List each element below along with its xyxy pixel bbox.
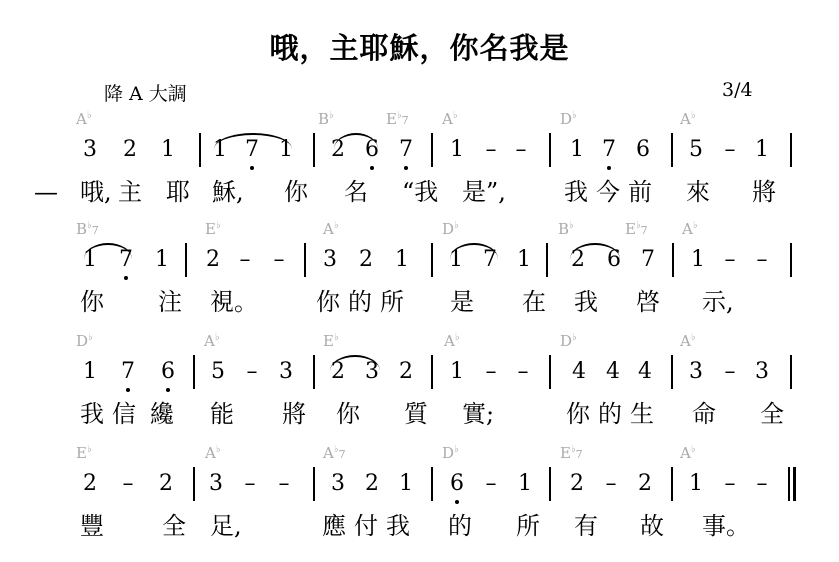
chord-symbol: A♭ (204, 332, 220, 350)
note: – (246, 359, 258, 384)
lyric-syllable: 耶 (166, 178, 190, 206)
chord-symbol: A♭ (680, 332, 696, 350)
bar-line (431, 133, 433, 167)
lyric-syllable: 應 (322, 512, 346, 540)
note: – (485, 359, 497, 384)
note: 1 (83, 247, 97, 272)
chord-symbol: A♭7 (323, 444, 346, 462)
note: – (485, 137, 497, 162)
lyric-syllable: 主 (118, 178, 142, 206)
note: 7 (395, 139, 417, 161)
lyric-syllable: 在 (522, 288, 546, 316)
note: 2 (206, 247, 220, 272)
bar-line (671, 133, 673, 167)
lyric-syllable: 將 (282, 400, 306, 428)
note: 3 (279, 359, 293, 384)
note: – (724, 247, 736, 272)
note: – (515, 137, 527, 162)
bar-line (185, 243, 187, 277)
chord-symbol: B♭7 (76, 220, 99, 238)
lyric-syllable: 我 (80, 400, 104, 428)
bar-line (313, 467, 315, 501)
note: 3 (331, 471, 345, 496)
note: 2 (365, 471, 379, 496)
note: 2 (331, 359, 345, 384)
note: 7 (483, 247, 497, 272)
note: 2 (571, 247, 585, 272)
chord-symbol: D♭ (76, 332, 93, 350)
chord-symbol: E♭7 (625, 220, 648, 238)
note: 1 (279, 137, 293, 162)
note: 2 (638, 471, 652, 496)
note: – (517, 359, 529, 384)
lyric-syllable: 的 (348, 288, 372, 316)
lyric-syllable: 所 (516, 512, 540, 540)
lyric-syllable: 你 (336, 400, 360, 428)
note: 1 (399, 471, 413, 496)
note: 1 (213, 137, 227, 162)
note: – (605, 471, 617, 496)
lyric-syllable: 啓 (636, 288, 660, 316)
lyric-syllable: 豐 (80, 512, 104, 540)
note: – (239, 247, 251, 272)
lyric-syllable: 有 (574, 512, 598, 540)
chord-symbol: A♭ (205, 444, 221, 462)
note: – (724, 359, 736, 384)
lyric-syllable: 將 (752, 178, 776, 206)
key-signature: 降 A 大調 (104, 83, 187, 105)
chord-symbol: A♭ (680, 110, 696, 128)
time-signature: 3/4 (722, 79, 753, 101)
lyric-syllable: 是 (450, 288, 474, 316)
lyric-syllable: 你 (284, 178, 308, 206)
lyric-syllable: 生 (630, 400, 654, 428)
bar-line (671, 467, 673, 501)
lyric-syllable: 纔 (150, 400, 174, 428)
bar-line (313, 133, 315, 167)
bar-line (193, 467, 195, 501)
lyric-syllable: 來 (686, 178, 710, 206)
bar-line (549, 355, 551, 389)
bar-line (790, 133, 792, 167)
chord-symbol: D♭ (442, 444, 459, 462)
note: 1 (570, 137, 584, 162)
note: 1 (689, 471, 703, 496)
note: 2 (159, 471, 173, 496)
lyric-syllable: 全 (760, 400, 784, 428)
note: 7 (641, 247, 655, 272)
note: 2 (83, 471, 97, 496)
note: – (485, 471, 497, 496)
note: 6 (157, 361, 179, 383)
lyric-syllable: 今 (596, 178, 620, 206)
lyric-syllable: 故 (640, 512, 664, 540)
chord-symbol: E♭ (323, 332, 339, 350)
chord-symbol: A♭ (682, 220, 698, 238)
note: 7 (117, 361, 139, 383)
note: – (756, 247, 768, 272)
bar-line (790, 355, 792, 389)
note: 1 (450, 137, 464, 162)
note: 4 (572, 359, 586, 384)
note: – (756, 471, 768, 496)
chord-symbol: E♭ (76, 444, 92, 462)
note: 7 (241, 139, 263, 161)
note: 1 (83, 359, 97, 384)
chord-symbol: B♭ (318, 110, 334, 128)
note: 2 (123, 137, 137, 162)
lyric-syllable: 命 (692, 400, 716, 428)
lyric-syllable: 所 (380, 288, 404, 316)
note: – (724, 471, 736, 496)
note: 6 (607, 247, 621, 272)
lyric-syllable: 質 (404, 400, 428, 428)
slur-arc (84, 243, 132, 259)
lyric-syllable: “我 (402, 178, 439, 206)
note: 1 (755, 137, 769, 162)
slur-arc (334, 133, 378, 149)
lyric-syllable: 注 (158, 288, 182, 316)
chord-symbol: A♭ (680, 444, 696, 462)
note: 3 (689, 359, 703, 384)
note: 2 (399, 359, 413, 384)
chord-symbol: A♭ (442, 110, 458, 128)
slur-arc (570, 243, 620, 259)
chord-symbol: D♭ (442, 220, 459, 238)
lyric-syllable: 示, (702, 288, 734, 316)
note: – (724, 137, 736, 162)
bar-line (431, 355, 433, 389)
note: 5 (211, 359, 225, 384)
note: 1 (449, 247, 463, 272)
lyric-syllable: 我 (564, 178, 588, 206)
note: 6 (446, 473, 468, 495)
note: – (244, 471, 256, 496)
note: 1 (450, 359, 464, 384)
lyric-syllable: 的 (598, 400, 622, 428)
bar-line (431, 467, 433, 501)
slur-arc (330, 355, 380, 371)
chord-symbol: E♭7 (386, 110, 409, 128)
note: 4 (638, 359, 652, 384)
note: 7 (598, 139, 620, 161)
chord-symbol: E♭ (205, 220, 221, 238)
lyric-syllable: 你 (566, 400, 590, 428)
lyric-syllable: 你 (316, 288, 340, 316)
chord-symbol: D♭ (560, 110, 577, 128)
lyric-syllable: 名 (344, 178, 368, 206)
song-title: 哦，主耶穌，你名我是 (269, 31, 570, 65)
bar-line (313, 355, 315, 389)
lyric-syllable: 你 (80, 288, 104, 316)
chord-symbol: E♭7 (560, 444, 583, 462)
note: 1 (395, 247, 409, 272)
lyric-syllable: 事。 (702, 512, 750, 540)
chord-symbol: D♭ (560, 332, 577, 350)
lyric-syllable: 足, (210, 512, 242, 540)
note: 3 (209, 471, 223, 496)
note: 5 (689, 137, 703, 162)
bar-line (193, 355, 195, 389)
note: 3 (323, 247, 337, 272)
lyric-syllable: 視。 (210, 288, 258, 316)
chord-symbol: A♭ (76, 110, 92, 128)
note: 2 (359, 247, 373, 272)
lyric-syllable: 哦, (80, 178, 112, 206)
bar-line (549, 133, 551, 167)
note: 6 (636, 137, 650, 162)
note: – (122, 471, 134, 496)
lyric-syllable: 全 (162, 512, 186, 540)
note: 3 (365, 359, 379, 384)
lead-dash: — (34, 178, 58, 206)
bar-line (671, 355, 673, 389)
final-bar-line (788, 467, 797, 501)
bar-line (549, 467, 551, 501)
lyric-syllable: 我 (574, 288, 598, 316)
lyric-syllable: 我 (386, 512, 410, 540)
bar-line (672, 243, 674, 277)
lyric-syllable: 穌, (212, 178, 244, 206)
chord-symbol: A♭ (444, 332, 460, 350)
note: – (278, 471, 290, 496)
bar-line (790, 243, 792, 277)
note: 2 (331, 137, 345, 162)
lyric-syllable: 的 (448, 512, 472, 540)
note: 6 (361, 139, 383, 161)
bar-line (199, 133, 201, 167)
lyric-syllable: 付 (354, 512, 378, 540)
lyric-syllable: 是”, (462, 178, 506, 206)
lyric-syllable: 前 (628, 178, 652, 206)
note: 1 (518, 471, 532, 496)
chord-symbol: A♭ (323, 220, 339, 238)
lyric-syllable: 能 (210, 400, 234, 428)
lyric-syllable: 信 (112, 400, 136, 428)
bar-line (431, 243, 433, 277)
note: 2 (570, 471, 584, 496)
note: 1 (161, 137, 175, 162)
chord-symbol: B♭ (558, 220, 574, 238)
note: 3 (83, 137, 97, 162)
bar-line (304, 243, 306, 277)
note: 4 (606, 359, 620, 384)
note: 1 (691, 247, 705, 272)
note: – (273, 247, 285, 272)
bar-line (546, 243, 548, 277)
slur-arc (450, 243, 498, 259)
slur-arc (214, 133, 292, 149)
note: 1 (155, 247, 169, 272)
lyric-syllable: 實; (462, 400, 495, 428)
note: 7 (115, 249, 137, 271)
note: 3 (755, 359, 769, 384)
note: 1 (517, 247, 531, 272)
